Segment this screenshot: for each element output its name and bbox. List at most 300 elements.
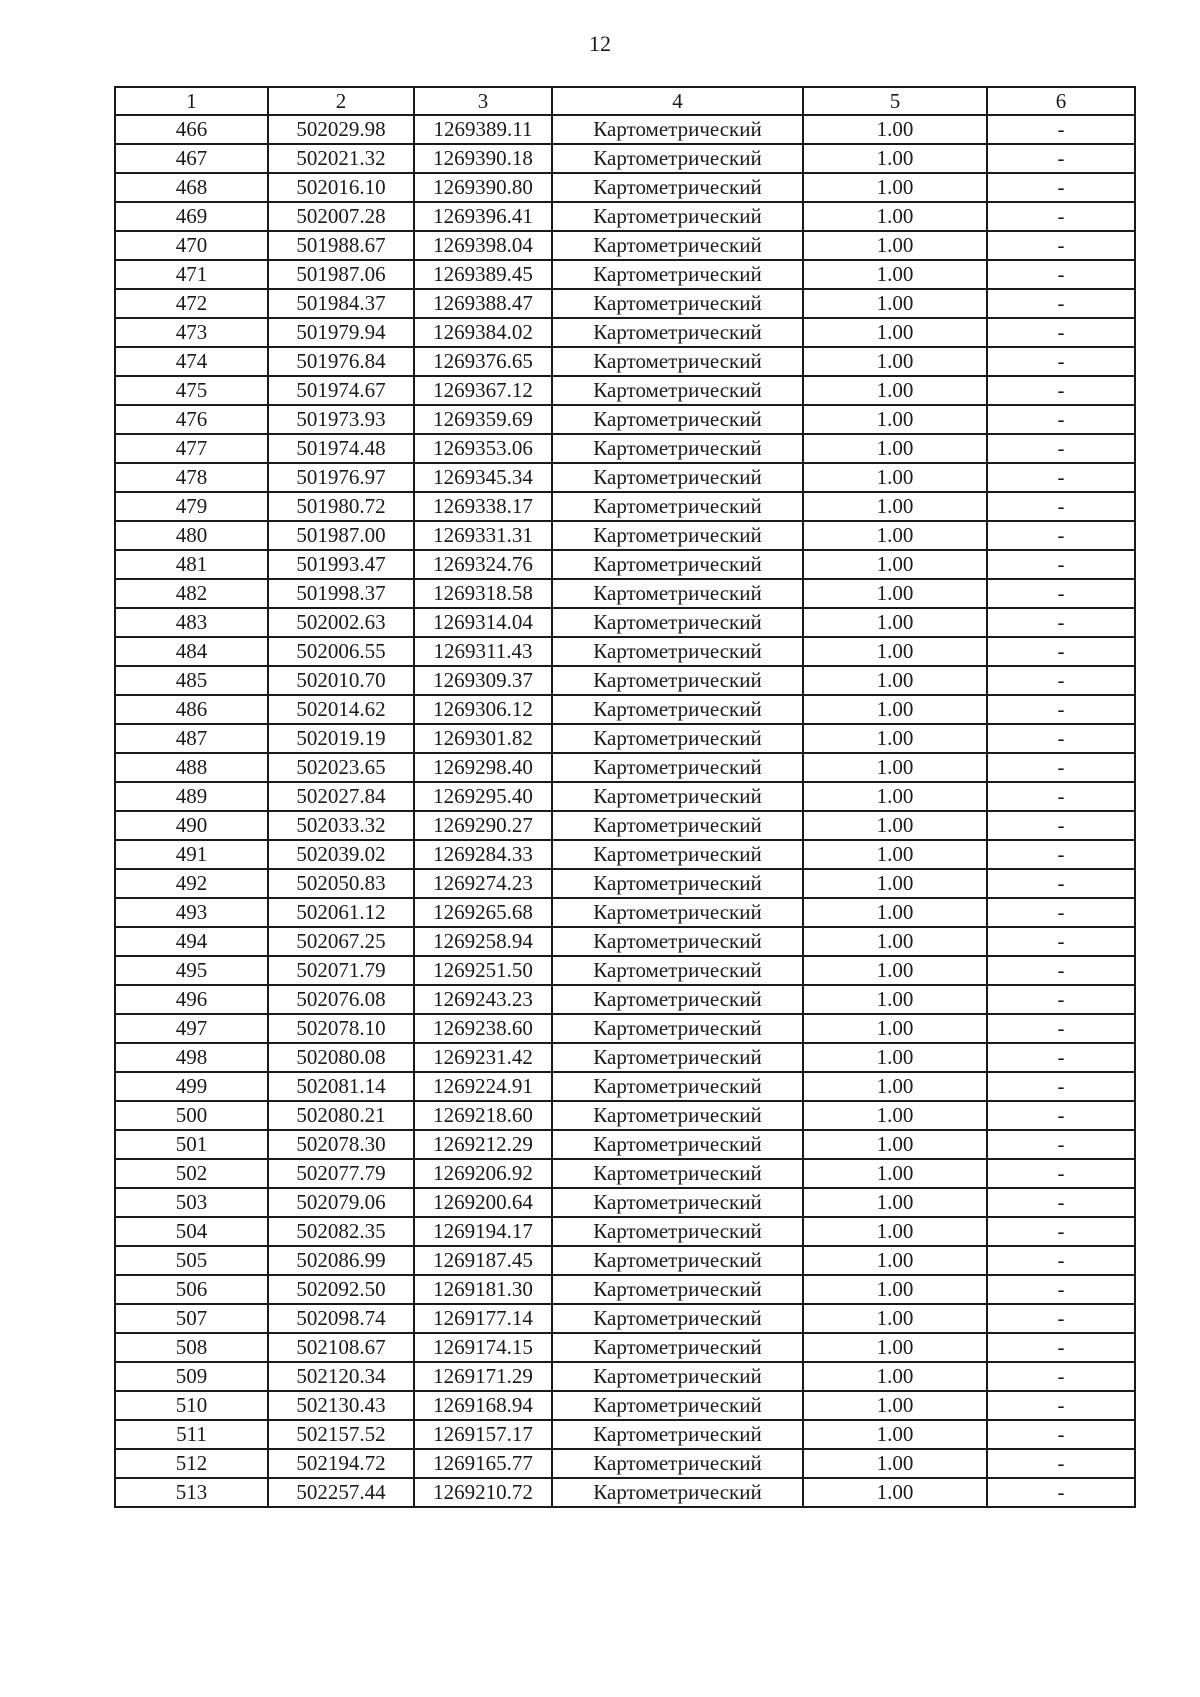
point-number-cell: 472 <box>115 289 268 318</box>
table-row <box>115 1333 1135 1362</box>
table-row <box>115 434 1135 463</box>
x-coordinate-cell: 502078.10 <box>268 1014 414 1043</box>
point-number-cell: 474 <box>115 347 268 376</box>
method-cell: Картометрический <box>552 811 803 840</box>
table-row <box>115 1188 1135 1217</box>
point-number-cell: 498 <box>115 1043 268 1072</box>
y-coordinate-cell: 1269353.06 <box>414 434 552 463</box>
table-row <box>115 405 1135 434</box>
accuracy-cell: 1.00 <box>803 695 987 724</box>
description-cell: - <box>987 753 1135 782</box>
point-number-cell: 496 <box>115 985 268 1014</box>
accuracy-cell: 1.00 <box>803 347 987 376</box>
y-coordinate-cell: 1269389.11 <box>414 115 552 144</box>
method-cell: Картометрический <box>552 1246 803 1275</box>
method-cell: Картометрический <box>552 463 803 492</box>
description-cell: - <box>987 1449 1135 1478</box>
x-coordinate-cell: 502082.35 <box>268 1217 414 1246</box>
accuracy-cell: 1.00 <box>803 260 987 289</box>
y-coordinate-cell: 1269345.34 <box>414 463 552 492</box>
accuracy-cell: 1.00 <box>803 231 987 260</box>
table-row <box>115 579 1135 608</box>
description-cell: - <box>987 521 1135 550</box>
point-number-cell: 507 <box>115 1304 268 1333</box>
x-coordinate-cell: 501976.97 <box>268 463 414 492</box>
y-coordinate-cell: 1269338.17 <box>414 492 552 521</box>
table-row <box>115 1159 1135 1188</box>
method-cell: Картометрический <box>552 985 803 1014</box>
point-number-cell: 492 <box>115 869 268 898</box>
table-row <box>115 260 1135 289</box>
accuracy-cell: 1.00 <box>803 318 987 347</box>
method-cell: Картометрический <box>552 405 803 434</box>
x-coordinate-cell: 502010.70 <box>268 666 414 695</box>
accuracy-cell: 1.00 <box>803 144 987 173</box>
point-number-cell: 482 <box>115 579 268 608</box>
accuracy-cell: 1.00 <box>803 1217 987 1246</box>
y-coordinate-cell: 1269318.58 <box>414 579 552 608</box>
table-row <box>115 782 1135 811</box>
accuracy-cell: 1.00 <box>803 869 987 898</box>
x-coordinate-cell: 502080.21 <box>268 1101 414 1130</box>
x-coordinate-cell: 502002.63 <box>268 608 414 637</box>
point-number-cell: 489 <box>115 782 268 811</box>
method-cell: Картометрический <box>552 202 803 231</box>
description-cell: - <box>987 1304 1135 1333</box>
accuracy-cell: 1.00 <box>803 927 987 956</box>
x-coordinate-cell: 502079.06 <box>268 1188 414 1217</box>
point-number-cell: 494 <box>115 927 268 956</box>
description-cell: - <box>987 637 1135 666</box>
x-coordinate-cell: 501976.84 <box>268 347 414 376</box>
method-cell: Картометрический <box>552 289 803 318</box>
method-cell: Картометрический <box>552 521 803 550</box>
method-cell: Картометрический <box>552 927 803 956</box>
x-coordinate-cell: 502067.25 <box>268 927 414 956</box>
method-cell: Картометрический <box>552 1217 803 1246</box>
x-coordinate-cell: 502016.10 <box>268 173 414 202</box>
description-cell: - <box>987 1014 1135 1043</box>
x-coordinate-cell: 501987.00 <box>268 521 414 550</box>
table-row <box>115 1043 1135 1072</box>
description-cell: - <box>987 1217 1135 1246</box>
description-cell: - <box>987 1420 1135 1449</box>
y-coordinate-cell: 1269331.31 <box>414 521 552 550</box>
table-row <box>115 985 1135 1014</box>
description-cell: - <box>987 289 1135 318</box>
table-row <box>115 144 1135 173</box>
description-cell: - <box>987 318 1135 347</box>
method-cell: Картометрический <box>552 1449 803 1478</box>
y-coordinate-cell: 1269187.45 <box>414 1246 552 1275</box>
point-number-cell: 488 <box>115 753 268 782</box>
y-coordinate-cell: 1269224.91 <box>414 1072 552 1101</box>
accuracy-cell: 1.00 <box>803 666 987 695</box>
x-coordinate-cell: 502078.30 <box>268 1130 414 1159</box>
point-number-cell: 484 <box>115 637 268 666</box>
x-coordinate-cell: 502157.52 <box>268 1420 414 1449</box>
table-row <box>115 231 1135 260</box>
y-coordinate-cell: 1269301.82 <box>414 724 552 753</box>
method-cell: Картометрический <box>552 753 803 782</box>
description-cell: - <box>987 1246 1135 1275</box>
point-number-cell: 476 <box>115 405 268 434</box>
accuracy-cell: 1.00 <box>803 1362 987 1391</box>
y-coordinate-cell: 1269258.94 <box>414 927 552 956</box>
description-cell: - <box>987 927 1135 956</box>
table-row <box>115 724 1135 753</box>
description-cell: - <box>987 782 1135 811</box>
y-coordinate-cell: 1269390.18 <box>414 144 552 173</box>
description-cell: - <box>987 1043 1135 1072</box>
description-cell: - <box>987 1101 1135 1130</box>
method-cell: Картометрический <box>552 695 803 724</box>
point-number-cell: 467 <box>115 144 268 173</box>
x-coordinate-cell: 502092.50 <box>268 1275 414 1304</box>
accuracy-cell: 1.00 <box>803 1478 987 1507</box>
description-cell: - <box>987 1478 1135 1507</box>
x-coordinate-cell: 501998.37 <box>268 579 414 608</box>
y-coordinate-cell: 1269306.12 <box>414 695 552 724</box>
accuracy-cell: 1.00 <box>803 637 987 666</box>
method-cell: Картометрический <box>552 492 803 521</box>
column-header: 2 <box>268 87 414 115</box>
method-cell: Картометрический <box>552 1159 803 1188</box>
description-cell: - <box>987 724 1135 753</box>
y-coordinate-cell: 1269396.41 <box>414 202 552 231</box>
point-number-cell: 504 <box>115 1217 268 1246</box>
description-cell: - <box>987 405 1135 434</box>
x-coordinate-cell: 502029.98 <box>268 115 414 144</box>
point-number-cell: 485 <box>115 666 268 695</box>
accuracy-cell: 1.00 <box>803 1101 987 1130</box>
y-coordinate-cell: 1269311.43 <box>414 637 552 666</box>
y-coordinate-cell: 1269265.68 <box>414 898 552 927</box>
y-coordinate-cell: 1269157.17 <box>414 1420 552 1449</box>
description-cell: - <box>987 115 1135 144</box>
point-number-cell: 512 <box>115 1449 268 1478</box>
point-number-cell: 501 <box>115 1130 268 1159</box>
accuracy-cell: 1.00 <box>803 840 987 869</box>
table-row <box>115 463 1135 492</box>
table-row <box>115 608 1135 637</box>
description-cell: - <box>987 202 1135 231</box>
table-row <box>115 550 1135 579</box>
x-coordinate-cell: 501974.48 <box>268 434 414 463</box>
accuracy-cell: 1.00 <box>803 434 987 463</box>
point-number-cell: 468 <box>115 173 268 202</box>
point-number-cell: 491 <box>115 840 268 869</box>
description-cell: - <box>987 1333 1135 1362</box>
column-header: 3 <box>414 87 552 115</box>
description-cell: - <box>987 666 1135 695</box>
method-cell: Картометрический <box>552 347 803 376</box>
description-cell: - <box>987 1362 1135 1391</box>
y-coordinate-cell: 1269274.23 <box>414 869 552 898</box>
y-coordinate-cell: 1269324.76 <box>414 550 552 579</box>
table-row <box>115 1275 1135 1304</box>
table-row <box>115 1391 1135 1420</box>
x-coordinate-cell: 502023.65 <box>268 753 414 782</box>
y-coordinate-cell: 1269359.69 <box>414 405 552 434</box>
y-coordinate-cell: 1269181.30 <box>414 1275 552 1304</box>
y-coordinate-cell: 1269390.80 <box>414 173 552 202</box>
column-header: 1 <box>115 87 268 115</box>
table-row <box>115 898 1135 927</box>
method-cell: Картометрический <box>552 1188 803 1217</box>
table-row <box>115 927 1135 956</box>
table-row <box>115 1101 1135 1130</box>
method-cell: Картометрический <box>552 173 803 202</box>
accuracy-cell: 1.00 <box>803 1333 987 1362</box>
column-header: 6 <box>987 87 1135 115</box>
point-number-cell: 469 <box>115 202 268 231</box>
accuracy-cell: 1.00 <box>803 115 987 144</box>
x-coordinate-cell: 501980.72 <box>268 492 414 521</box>
table-row <box>115 202 1135 231</box>
method-cell: Картометрический <box>552 666 803 695</box>
point-number-cell: 480 <box>115 521 268 550</box>
y-coordinate-cell: 1269243.23 <box>414 985 552 1014</box>
x-coordinate-cell: 501987.06 <box>268 260 414 289</box>
x-coordinate-cell: 502007.28 <box>268 202 414 231</box>
method-cell: Картометрический <box>552 1101 803 1130</box>
x-coordinate-cell: 501984.37 <box>268 289 414 318</box>
table-row <box>115 1130 1135 1159</box>
accuracy-cell: 1.00 <box>803 376 987 405</box>
table-row <box>115 1478 1135 1507</box>
method-cell: Картометрический <box>552 376 803 405</box>
accuracy-cell: 1.00 <box>803 492 987 521</box>
method-cell: Картометрический <box>552 840 803 869</box>
accuracy-cell: 1.00 <box>803 1130 987 1159</box>
x-coordinate-cell: 502019.19 <box>268 724 414 753</box>
y-coordinate-cell: 1269389.45 <box>414 260 552 289</box>
x-coordinate-cell: 502050.83 <box>268 869 414 898</box>
description-cell: - <box>987 898 1135 927</box>
method-cell: Картометрический <box>552 434 803 463</box>
x-coordinate-cell: 501988.67 <box>268 231 414 260</box>
description-cell: - <box>987 1391 1135 1420</box>
method-cell: Картометрический <box>552 1043 803 1072</box>
description-cell: - <box>987 463 1135 492</box>
method-cell: Картометрический <box>552 144 803 173</box>
x-coordinate-cell: 502194.72 <box>268 1449 414 1478</box>
table-row <box>115 376 1135 405</box>
y-coordinate-cell: 1269309.37 <box>414 666 552 695</box>
method-cell: Картометрический <box>552 1275 803 1304</box>
description-cell: - <box>987 434 1135 463</box>
accuracy-cell: 1.00 <box>803 1420 987 1449</box>
x-coordinate-cell: 502081.14 <box>268 1072 414 1101</box>
x-coordinate-cell: 502033.32 <box>268 811 414 840</box>
table-row <box>115 1217 1135 1246</box>
y-coordinate-cell: 1269290.27 <box>414 811 552 840</box>
accuracy-cell: 1.00 <box>803 579 987 608</box>
coordinates-table <box>114 86 1136 1508</box>
description-cell: - <box>987 579 1135 608</box>
table-row <box>115 347 1135 376</box>
point-number-cell: 481 <box>115 550 268 579</box>
point-number-cell: 510 <box>115 1391 268 1420</box>
table-header-row <box>115 87 1135 115</box>
y-coordinate-cell: 1269218.60 <box>414 1101 552 1130</box>
y-coordinate-cell: 1269177.14 <box>414 1304 552 1333</box>
method-cell: Картометрический <box>552 318 803 347</box>
point-number-cell: 493 <box>115 898 268 927</box>
y-coordinate-cell: 1269238.60 <box>414 1014 552 1043</box>
table-row <box>115 1304 1135 1333</box>
description-cell: - <box>987 869 1135 898</box>
point-number-cell: 500 <box>115 1101 268 1130</box>
method-cell: Картометрический <box>552 1420 803 1449</box>
x-coordinate-cell: 502076.08 <box>268 985 414 1014</box>
table-body <box>115 115 1135 1507</box>
description-cell: - <box>987 956 1135 985</box>
accuracy-cell: 1.00 <box>803 1188 987 1217</box>
y-coordinate-cell: 1269284.33 <box>414 840 552 869</box>
method-cell: Картометрический <box>552 869 803 898</box>
table-row <box>115 811 1135 840</box>
table-row <box>115 869 1135 898</box>
point-number-cell: 513 <box>115 1478 268 1507</box>
y-coordinate-cell: 1269298.40 <box>414 753 552 782</box>
description-cell: - <box>987 1130 1135 1159</box>
description-cell: - <box>987 231 1135 260</box>
method-cell: Картометрический <box>552 1478 803 1507</box>
method-cell: Картометрический <box>552 115 803 144</box>
description-cell: - <box>987 347 1135 376</box>
table-row <box>115 637 1135 666</box>
point-number-cell: 483 <box>115 608 268 637</box>
y-coordinate-cell: 1269314.04 <box>414 608 552 637</box>
point-number-cell: 503 <box>115 1188 268 1217</box>
y-coordinate-cell: 1269295.40 <box>414 782 552 811</box>
accuracy-cell: 1.00 <box>803 724 987 753</box>
accuracy-cell: 1.00 <box>803 811 987 840</box>
table-row <box>115 318 1135 347</box>
method-cell: Картометрический <box>552 956 803 985</box>
point-number-cell: 475 <box>115 376 268 405</box>
point-number-cell: 479 <box>115 492 268 521</box>
accuracy-cell: 1.00 <box>803 1304 987 1333</box>
table-row <box>115 695 1135 724</box>
point-number-cell: 466 <box>115 115 268 144</box>
method-cell: Картометрический <box>552 1333 803 1362</box>
accuracy-cell: 1.00 <box>803 956 987 985</box>
table-row <box>115 1420 1135 1449</box>
point-number-cell: 505 <box>115 1246 268 1275</box>
method-cell: Картометрический <box>552 260 803 289</box>
y-coordinate-cell: 1269212.29 <box>414 1130 552 1159</box>
y-coordinate-cell: 1269388.47 <box>414 289 552 318</box>
point-number-cell: 470 <box>115 231 268 260</box>
accuracy-cell: 1.00 <box>803 608 987 637</box>
method-cell: Картометрический <box>552 1072 803 1101</box>
method-cell: Картометрический <box>552 1304 803 1333</box>
description-cell: - <box>987 985 1135 1014</box>
table-row <box>115 173 1135 202</box>
point-number-cell: 508 <box>115 1333 268 1362</box>
x-coordinate-cell: 501974.67 <box>268 376 414 405</box>
x-coordinate-cell: 501993.47 <box>268 550 414 579</box>
accuracy-cell: 1.00 <box>803 1246 987 1275</box>
x-coordinate-cell: 502071.79 <box>268 956 414 985</box>
accuracy-cell: 1.00 <box>803 1275 987 1304</box>
method-cell: Картометрический <box>552 550 803 579</box>
method-cell: Картометрический <box>552 782 803 811</box>
point-number-cell: 506 <box>115 1275 268 1304</box>
accuracy-cell: 1.00 <box>803 1449 987 1478</box>
description-cell: - <box>987 1072 1135 1101</box>
accuracy-cell: 1.00 <box>803 898 987 927</box>
accuracy-cell: 1.00 <box>803 1391 987 1420</box>
accuracy-cell: 1.00 <box>803 550 987 579</box>
table-row <box>115 1362 1135 1391</box>
point-number-cell: 477 <box>115 434 268 463</box>
y-coordinate-cell: 1269171.29 <box>414 1362 552 1391</box>
method-cell: Картометрический <box>552 1130 803 1159</box>
method-cell: Картометрический <box>552 1362 803 1391</box>
y-coordinate-cell: 1269206.92 <box>414 1159 552 1188</box>
method-cell: Картометрический <box>552 724 803 753</box>
method-cell: Картометрический <box>552 637 803 666</box>
method-cell: Картометрический <box>552 1014 803 1043</box>
x-coordinate-cell: 501973.93 <box>268 405 414 434</box>
y-coordinate-cell: 1269231.42 <box>414 1043 552 1072</box>
table-row <box>115 289 1135 318</box>
y-coordinate-cell: 1269165.77 <box>414 1449 552 1478</box>
y-coordinate-cell: 1269251.50 <box>414 956 552 985</box>
x-coordinate-cell: 502014.62 <box>268 695 414 724</box>
x-coordinate-cell: 502061.12 <box>268 898 414 927</box>
column-header: 5 <box>803 87 987 115</box>
accuracy-cell: 1.00 <box>803 1072 987 1101</box>
point-number-cell: 509 <box>115 1362 268 1391</box>
table-row <box>115 840 1135 869</box>
point-number-cell: 502 <box>115 1159 268 1188</box>
y-coordinate-cell: 1269398.04 <box>414 231 552 260</box>
point-number-cell: 478 <box>115 463 268 492</box>
table-row <box>115 1014 1135 1043</box>
table-row <box>115 666 1135 695</box>
point-number-cell: 497 <box>115 1014 268 1043</box>
point-number-cell: 473 <box>115 318 268 347</box>
accuracy-cell: 1.00 <box>803 1014 987 1043</box>
accuracy-cell: 1.00 <box>803 782 987 811</box>
x-coordinate-cell: 501979.94 <box>268 318 414 347</box>
x-coordinate-cell: 502130.43 <box>268 1391 414 1420</box>
y-coordinate-cell: 1269384.02 <box>414 318 552 347</box>
y-coordinate-cell: 1269174.15 <box>414 1333 552 1362</box>
point-number-cell: 487 <box>115 724 268 753</box>
x-coordinate-cell: 502120.34 <box>268 1362 414 1391</box>
description-cell: - <box>987 608 1135 637</box>
description-cell: - <box>987 840 1135 869</box>
point-number-cell: 499 <box>115 1072 268 1101</box>
point-number-cell: 511 <box>115 1420 268 1449</box>
x-coordinate-cell: 502108.67 <box>268 1333 414 1362</box>
description-cell: - <box>987 376 1135 405</box>
x-coordinate-cell: 502027.84 <box>268 782 414 811</box>
accuracy-cell: 1.00 <box>803 289 987 318</box>
point-number-cell: 490 <box>115 811 268 840</box>
accuracy-cell: 1.00 <box>803 753 987 782</box>
description-cell: - <box>987 550 1135 579</box>
table-row <box>115 1246 1135 1275</box>
description-cell: - <box>987 173 1135 202</box>
y-coordinate-cell: 1269367.12 <box>414 376 552 405</box>
